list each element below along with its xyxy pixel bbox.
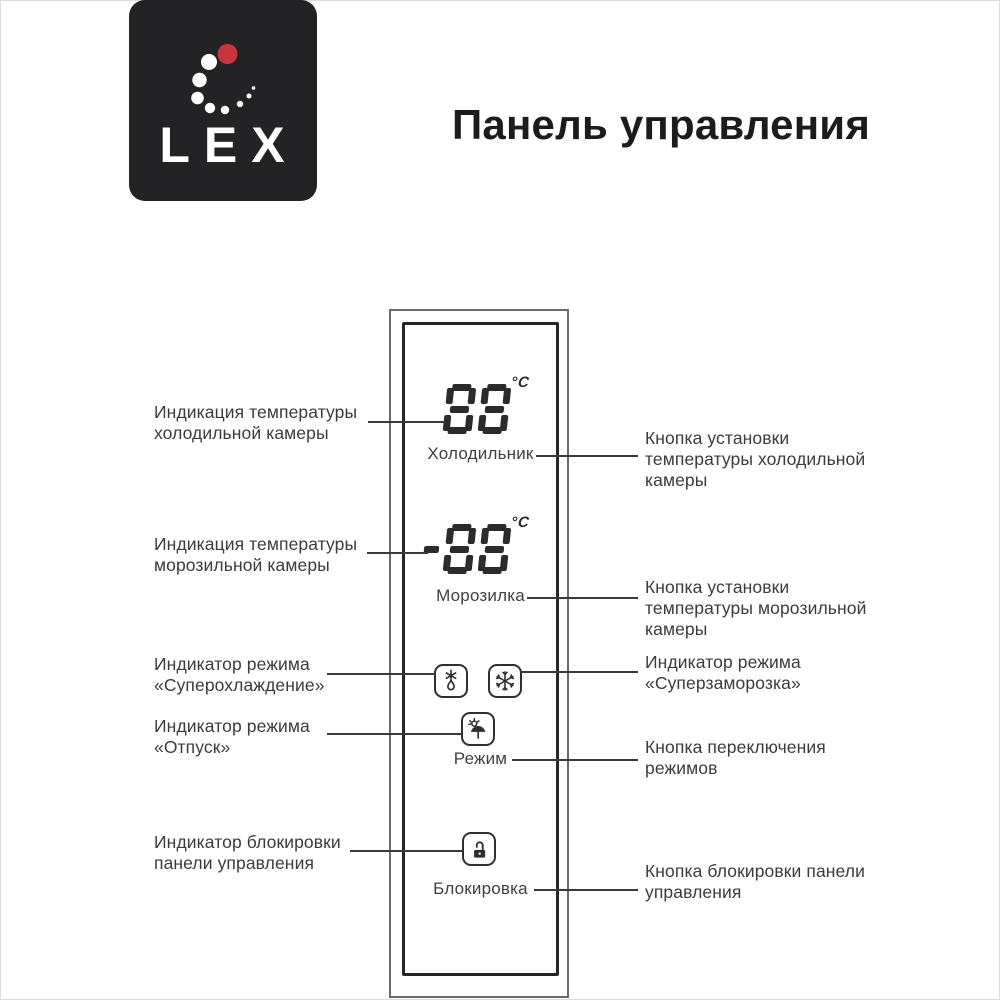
callout-line-lock-button <box>534 889 638 891</box>
fridge-display-unit: °C <box>510 374 531 391</box>
fridge-button-label: Холодильник <box>427 444 534 463</box>
open-padlock-icon <box>465 835 493 863</box>
callout-line-fridge-button <box>536 455 638 457</box>
vacation-mode-indicator <box>461 712 495 746</box>
beach-umbrella-sun-icon <box>464 715 492 743</box>
label-panel-lock-button: Кнопка блокировки панели управления <box>645 861 865 902</box>
lex-logo-text: LEX <box>159 117 299 173</box>
label-superfreeze-mode-indicator: Индикатор режима «Суперзаморозка» <box>645 652 801 693</box>
page-title: Панель управления <box>452 101 871 148</box>
label-vacation-mode-indicator: Индикатор режима «Отпуск» <box>154 716 310 757</box>
callout-line-fridge-indicator <box>368 421 445 423</box>
callout-line-supercool-indicator <box>327 673 435 675</box>
freezer-display-unit: °C <box>510 514 531 531</box>
label-panel-lock-indicator: Индикатор блокировки панели управления <box>154 832 341 873</box>
superfreeze-indicator <box>488 664 522 698</box>
snowflake-drop-icon <box>437 667 465 695</box>
lock-button-label: Блокировка <box>433 879 528 898</box>
label-supercool-mode-indicator: Индикатор режима «Суперохлаждение» <box>154 654 325 695</box>
label-fridge-temp-indication: Индикация температуры холодильной камеры <box>154 402 358 443</box>
lex-logo <box>129 0 317 201</box>
label-freezer-temp-set-button: Кнопка установки температуры морозильной камеры <box>645 577 867 639</box>
supercool-indicator <box>434 664 468 698</box>
snowflake-icon <box>491 667 519 695</box>
freezer-button-label: Морозилка <box>436 586 525 605</box>
callout-line-vacation-indicator <box>327 733 462 735</box>
callout-line-freezer-button <box>527 597 638 599</box>
label-mode-switch-button: Кнопка переключения режимов <box>645 737 826 778</box>
lock-indicator <box>462 832 496 866</box>
callout-line-superfreeze-indicator <box>521 671 638 673</box>
label-freezer-temp-indication: Индикация температуры морозильной камеры <box>154 534 358 575</box>
callout-line-lock-indicator <box>350 850 463 852</box>
callout-line-freezer-indicator <box>367 552 428 554</box>
mode-button-label: Режим <box>453 749 508 768</box>
label-fridge-temp-set-button: Кнопка установки температуры холодильной камеры <box>645 428 866 490</box>
fridge-temperature-display <box>442 384 511 434</box>
freezer-temperature-display <box>421 524 511 574</box>
callout-line-mode-button <box>512 759 638 761</box>
